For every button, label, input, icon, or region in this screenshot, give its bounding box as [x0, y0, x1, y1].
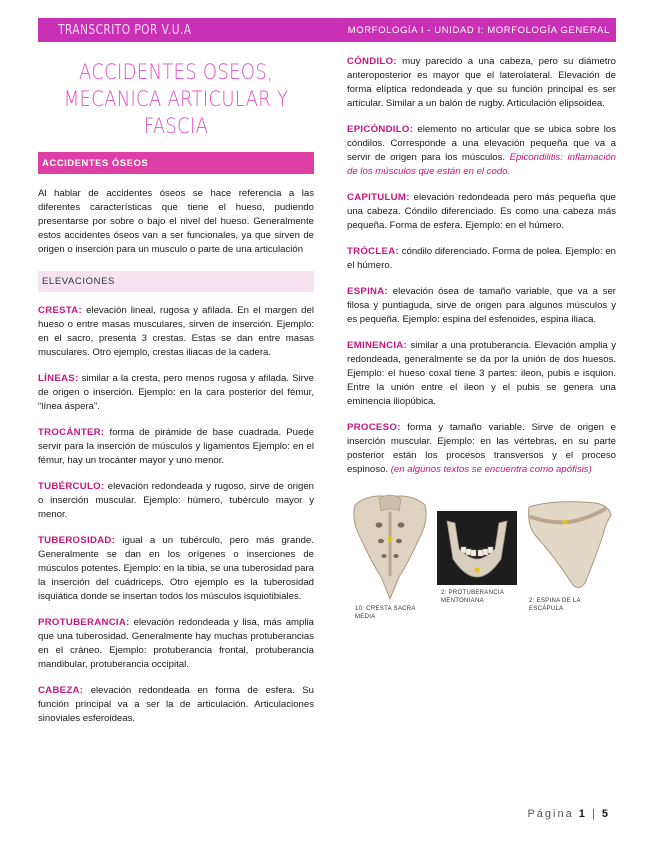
footer-label: Página [527, 808, 574, 820]
term-note: Epicondilitis: inflamación de los músculos que están en el codo. [347, 152, 617, 177]
term-label: CAPITULUM: [347, 192, 410, 203]
right-column [347, 55, 616, 649]
page-header [38, 18, 616, 42]
definition-proceso [347, 421, 616, 477]
figure-caption: 2: PROTUBERANCIA MENTONIANA [441, 590, 504, 604]
term-text: muy parecido a una cabeza, pero su diámetro anteroposterior es mayor que el laterolateral. Elevación de forma elíptica redondeada y que su función principal es ser articular. Similar a un balón de rugby. Articulación elipsoidea. [347, 56, 616, 109]
term-text: elevación redondeada en forma de esfera. Su función principal va a ser la de articulación. Articulaciones sinoviales esferoideas. [38, 685, 314, 724]
term-label: CÓNDILO: [347, 56, 397, 67]
term-label: TRÓCLEA: [347, 246, 399, 257]
definition-espina [347, 285, 616, 327]
term-text: igual a un tubérculo, pero más grande. Generalmente se dan en los orígenes o inserciones de músculos potentes. Ejemplo: en la tibia, se una tuberosidad para la inserción del cuádriceps. Otro ejemplo es la tuberosidad isquiática donde se insertan todos los músculos isquiotibiales. [38, 535, 314, 602]
term-text: forma de pirámide de base cuadrada. Puede servir para la inserción de músculos y ligamentos Ejemplo: en el fémur, hay un trocánter mayor y uno menor. [38, 427, 314, 466]
term-label: PROCESO: [347, 422, 401, 433]
definition-lineas [38, 372, 314, 414]
left-column [38, 58, 314, 726]
sacrum-image [349, 491, 431, 601]
term-text: similar a la cresta, pero menos rugosa y afilada. Sirve de origen o inserción. Ejemplo: en la cara posterior del fémur, “línea áspera”. [38, 373, 314, 412]
figure-strip [347, 489, 616, 649]
page-total: 5 [601, 808, 610, 820]
footer-separator: | [586, 808, 602, 820]
intro-paragraph: Al hablar de accidentes óseos se hace referencia a las diferentes características que tiene el hueso, pudiendo presentarse por sobre o bajo el nivel del hueso. Generalmente estos accidentes óseos van a ser funcionales, ya que sirven de origen o inserción para un musculo o parte de una articulación [38, 188, 314, 255]
term-label: TUBÉRCULO: [38, 481, 105, 492]
term-label: ESPINA: [347, 286, 389, 297]
term-label: CRESTA: [38, 305, 83, 316]
figure-caption: 10: CRESTA SACRA MEDIA [355, 606, 416, 620]
term-text: elevación lineal, rugosa y afilada. En el margen del hueso o entre masas musculares, sirven de inserción. Ejemplo: en el sacro, presenta 3 crestas. Estas se dan entre masas musculares. Otro ejemplo, crestas iliacas de la cadera. [38, 305, 314, 358]
term-text: forma y tamaño variable. Sirve de origen e inserción muscular. Ejemplo: en las vértebras, en su parte posterior están los procesos transversos y el proceso espinoso. [347, 422, 616, 475]
term-label: EMINENCIA: [347, 340, 408, 351]
page-title: ACCIDENTES OSEOS, MECANICA ARTICULAR Y FASCIA [63, 60, 289, 138]
definition-troclea [347, 245, 616, 273]
definition-tuberculo [38, 480, 314, 522]
scapula-image [525, 495, 613, 595]
page-number: 1 [578, 808, 587, 820]
term-text: elemento no articular que se ubica sobre los cóndilos. Corresponde a una elevación pequeña que va a servir de origen para los músculos. [347, 124, 616, 163]
definition-condilo [347, 55, 616, 111]
definition-capitulum [347, 191, 616, 233]
definition-cabeza [38, 684, 314, 726]
definition-epicondilo [347, 123, 616, 179]
header-course: MORFOLOGÍA I - UNIDAD I: MORFOLOGÍA GENERAL [347, 24, 610, 36]
page-footer [527, 808, 610, 820]
term-label: CABEZA: [38, 685, 84, 696]
section-heading: ACCIDENTES ÓSEOS [38, 152, 314, 174]
definition-protuberancia [38, 616, 314, 672]
term-label: EPICÓNDILO: [347, 124, 414, 135]
definition-eminencia [347, 339, 616, 409]
mandible-image [437, 511, 517, 585]
term-text: elevación redondeada pero más pequeña que una cabeza. Cóndilo diferenciado. Es como una cabeza más pequeña. Forma de esfera. Ejemplo: en el húmero. [347, 192, 616, 231]
term-text: cóndilo diferenciado. Forma de polea. Ejemplo: en el húmero. [347, 246, 616, 271]
definition-cresta [38, 304, 314, 360]
definition-trocanter [38, 426, 314, 468]
figure-caption: 2: ESPINA DE LA ESCÁPULA [529, 598, 581, 612]
term-note: (en algunos textos se encuentra como apófisis) [390, 464, 592, 475]
term-text: similar a una protuberancia. Elevación amplia y redondeada, generalmente se da por la unión de dos huesos. Ejemplo: el hueso coxal tiene 3 partes: ileon, pubis e isquion. Entre la unión entre el ileon y el pubis se genera una eminencia iliopúbica. [347, 340, 616, 407]
header-author: TRANSCRITO POR V.U.A [58, 22, 192, 38]
definition-tuberosidad [38, 534, 314, 604]
term-label: PROTUBERANCIA: [38, 617, 130, 628]
subsection-heading: ELEVACIONES [38, 271, 314, 292]
term-text: elevación ósea de tamaño variable, que va a ser filosa y puntiaguda, sirve de origen para algunos músculos y es pequeña. Ejemplo: espina del esfenoides, espina iliaca. [347, 286, 616, 325]
term-label: TUBEROSIDAD: [38, 535, 116, 546]
term-text: elevación redondeada y lisa, más amplia que una tuberosidad. Generalmente hay muchas protuberancias en el cráneo. Ejemplo: protuberancia frontal, protuberancia mandibular, protuberancia occipital. [38, 617, 314, 670]
term-label: LÍNEAS: [38, 373, 79, 384]
term-text: elevación redondeada y rugoso, sirve de origen o inserción muscular. Ejemplo: húmero, tubérculo mayor y menor. [38, 481, 314, 520]
term-label: TROCÁNTER: [38, 427, 105, 438]
